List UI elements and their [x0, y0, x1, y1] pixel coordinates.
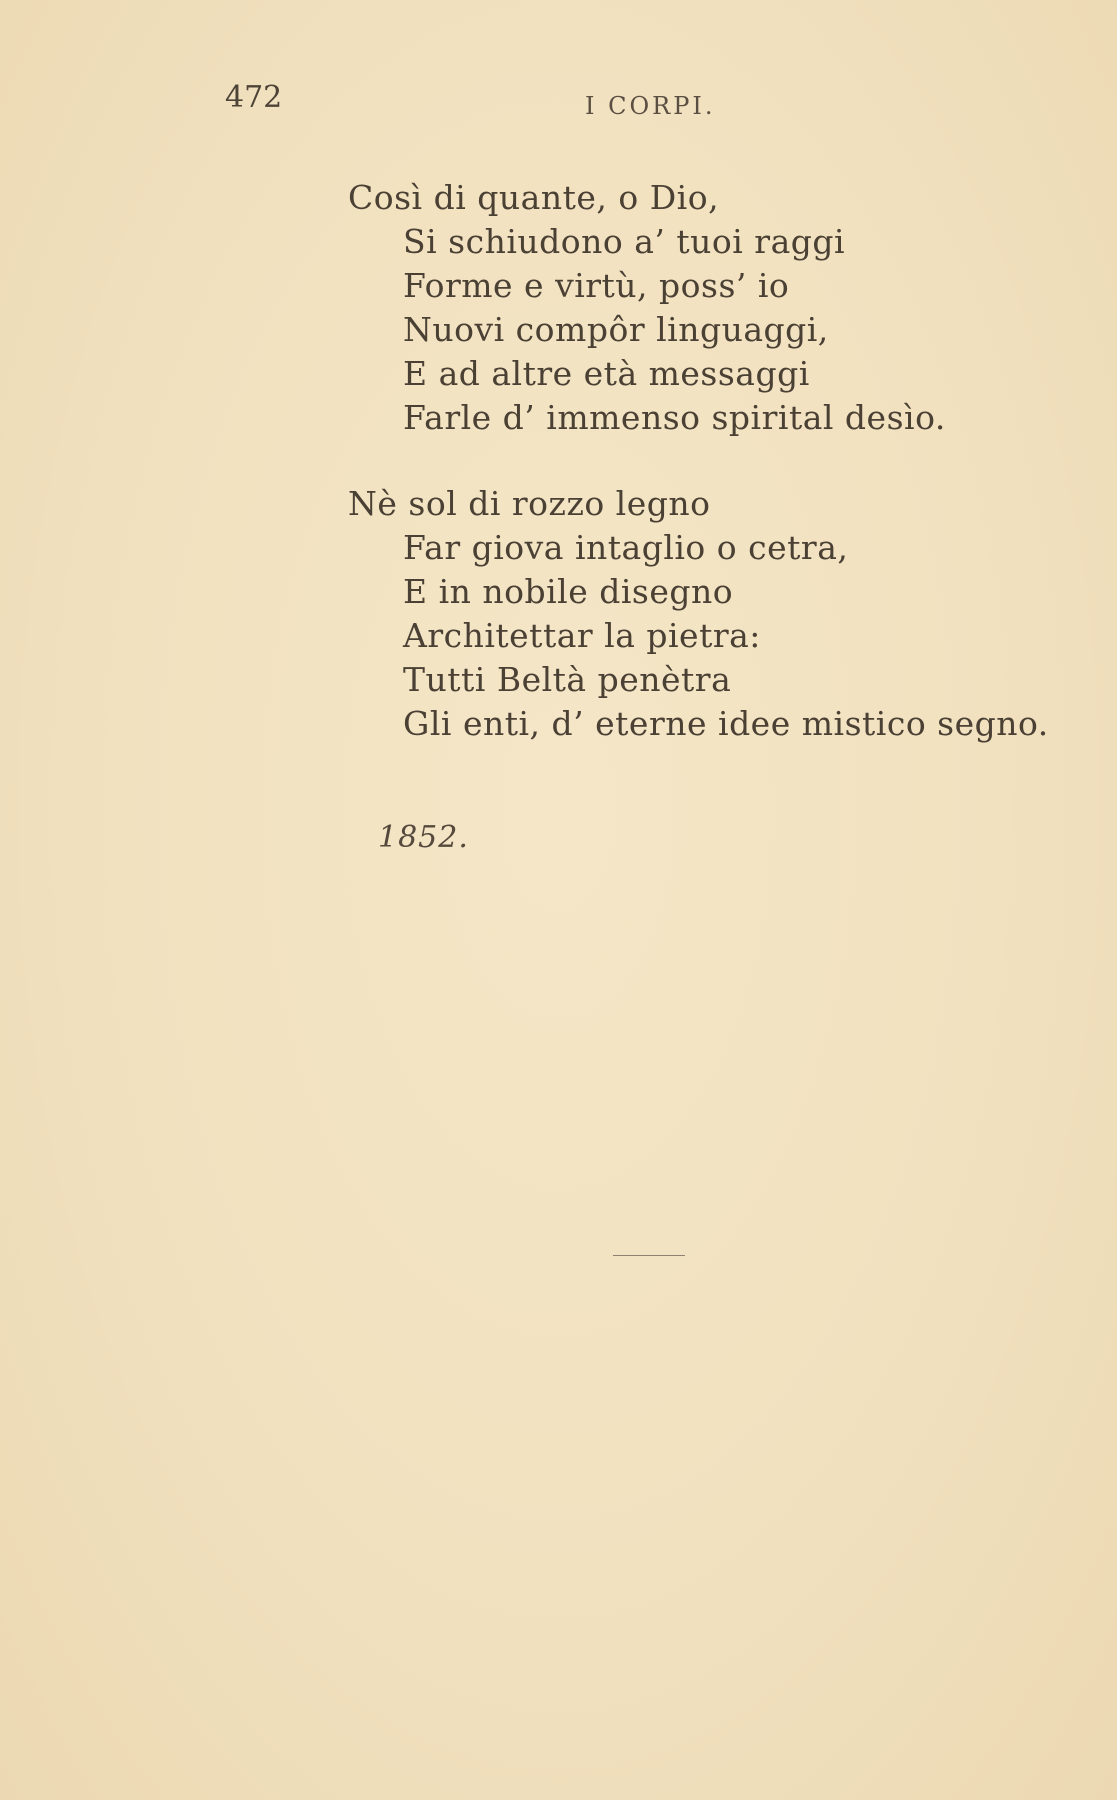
verse-line: Nè sol di rozzo legno [348, 484, 711, 523]
poem-date: 1852. [378, 820, 469, 855]
page-number: 472 [225, 80, 283, 115]
verse-line: Così di quante, o Dio, [348, 178, 720, 217]
verse-line: E ad altre età messaggi [403, 354, 810, 393]
stanza-2 [348, 482, 1049, 746]
verse-line: E in nobile disegno [403, 572, 734, 611]
verse-line: Far giova intaglio o cetra, [403, 528, 849, 567]
verse-line: Architettar la pietra: [403, 616, 761, 655]
verse-line: Gli enti, d’ eterne idee mistico segno. [403, 704, 1049, 743]
verse-line: Tutti Beltà penètra [403, 660, 732, 699]
verse-line: Forme e virtù, poss’ io [403, 266, 790, 305]
running-title: I CORPI. [585, 92, 716, 120]
stanza-1 [348, 176, 946, 440]
verse-line: Si schiudono a’ tuoi raggi [403, 222, 846, 261]
end-rule [613, 1255, 685, 1256]
verse-line: Farle d’ immenso spirital desìo. [403, 398, 946, 437]
verse-line: Nuovi compôr linguaggi, [403, 310, 829, 349]
